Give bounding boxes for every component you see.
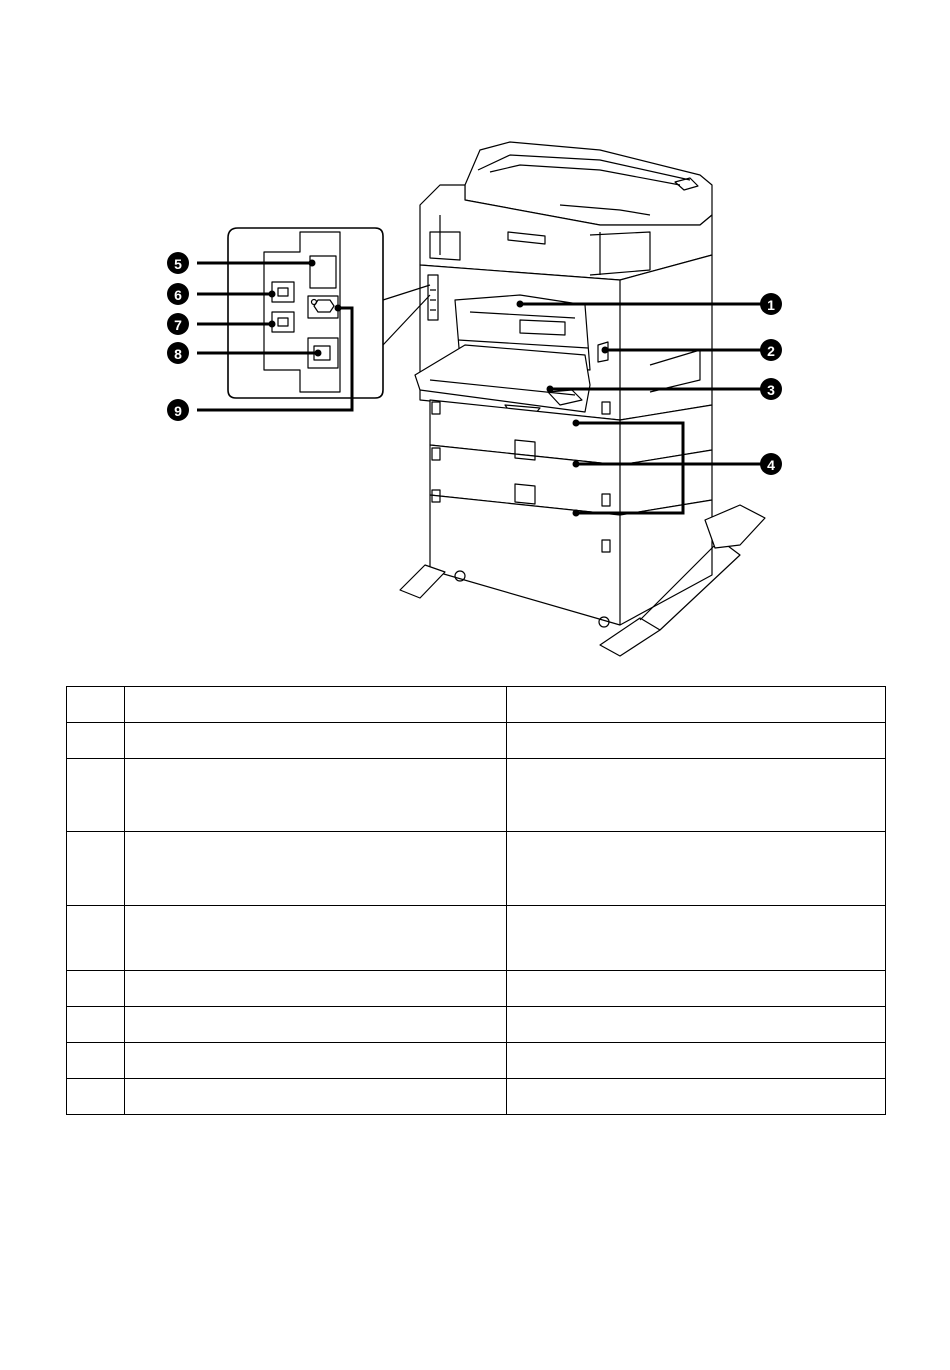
cell-description	[507, 971, 886, 1007]
table-row	[67, 759, 886, 832]
cell-name	[125, 1007, 507, 1043]
cell-name	[125, 687, 507, 723]
cell-name	[125, 759, 507, 832]
cell-description	[507, 1079, 886, 1115]
cell-description	[507, 759, 886, 832]
callout-2	[760, 339, 782, 361]
cell-name	[125, 1043, 507, 1079]
cell-name	[125, 1079, 507, 1115]
svg-text:3: 3	[767, 382, 775, 398]
paper-cassettes	[430, 400, 712, 515]
callout-5	[167, 252, 189, 274]
cell-number	[67, 906, 125, 971]
printer-rear-view-figure	[0, 0, 950, 680]
svg-text:4: 4	[767, 457, 775, 473]
cell-number	[67, 971, 125, 1007]
callout-3	[760, 378, 782, 400]
callout-4	[760, 453, 782, 475]
cell-description	[507, 723, 886, 759]
cell-description	[507, 1007, 886, 1043]
svg-text:2: 2	[767, 343, 775, 359]
cell-number	[67, 723, 125, 759]
table-row	[67, 687, 886, 723]
cell-name	[125, 971, 507, 1007]
table-row	[67, 971, 886, 1007]
cell-number	[67, 759, 125, 832]
callout-1	[760, 293, 782, 315]
cell-description	[507, 906, 886, 971]
cell-description	[507, 1043, 886, 1079]
callout-7	[167, 313, 189, 335]
svg-text:9: 9	[174, 403, 182, 419]
svg-text:1: 1	[767, 297, 775, 313]
table-row	[67, 723, 886, 759]
table-row	[67, 1007, 886, 1043]
table-row	[67, 906, 886, 971]
cell-name	[125, 832, 507, 906]
cell-number	[67, 1079, 125, 1115]
table-row	[67, 832, 886, 906]
cell-name	[125, 906, 507, 971]
cell-number	[67, 1043, 125, 1079]
cell-number	[67, 687, 125, 723]
svg-text:7: 7	[174, 317, 182, 333]
cabinet	[430, 490, 712, 627]
callout-9	[167, 399, 189, 421]
svg-text:6: 6	[174, 287, 182, 303]
connector-zoom-panel	[228, 228, 430, 398]
parts-table	[66, 686, 886, 1115]
cell-number	[67, 832, 125, 906]
cell-number	[67, 1007, 125, 1043]
svg-text:5: 5	[174, 256, 182, 272]
table-row	[67, 1043, 886, 1079]
svg-text:8: 8	[174, 346, 182, 362]
callout-6	[167, 283, 189, 305]
cell-description	[507, 687, 886, 723]
table-row	[67, 1079, 886, 1115]
callout-8	[167, 342, 189, 364]
cell-description	[507, 832, 886, 906]
cell-name	[125, 723, 507, 759]
